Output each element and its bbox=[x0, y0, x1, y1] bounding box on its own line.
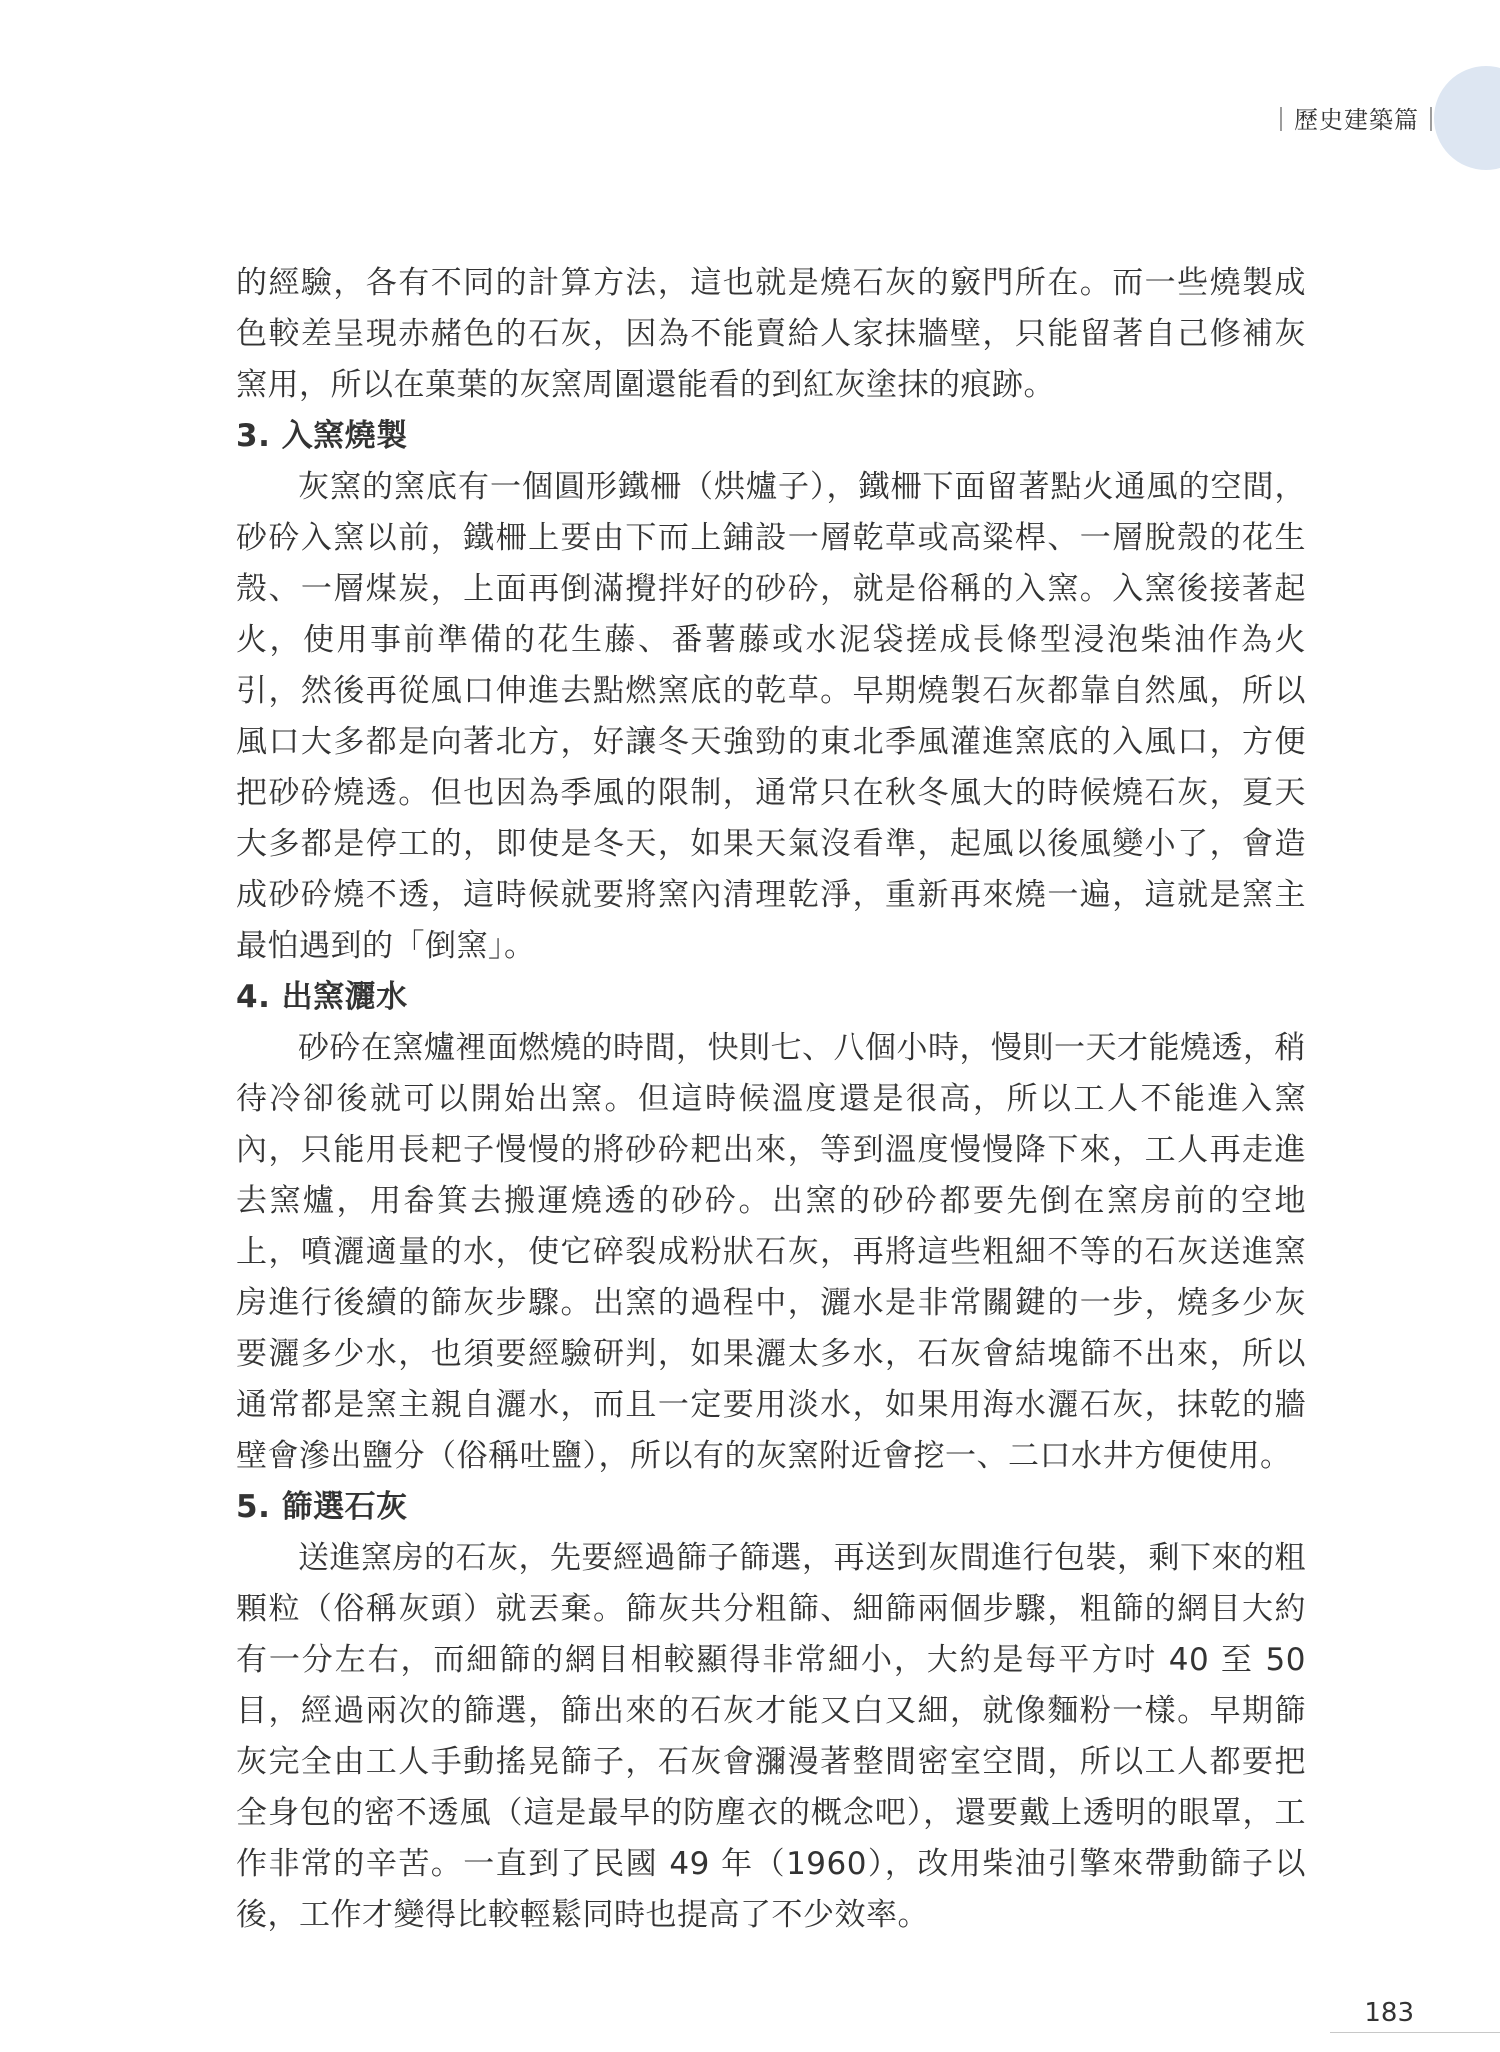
body-text bbox=[236, 258, 1306, 1941]
running-header: ｜歷史建築篇｜ bbox=[1269, 106, 1444, 134]
section-4 bbox=[236, 972, 1306, 1482]
section-paragraph: 砂砛在窯爐裡面燃燒的時間，快則七、八個小時，慢則一天才能燒透，稍待冷卻後就可以開始出窯。但這時候溫度還是很高，所以工人不能進入窯內，只能用長耙子慢慢的將砂砛耙出來，等到溫度慢慢降下來，工人再走進去窯爐，用畚箕去搬運燒透的砂砛。出窯的砂砛都要先倒在窯房前的空地上，噴灑適量的水，使它碎裂成粉狀石灰，再將這些粗細不等的石灰送進窯房進行後續的篩灰步驟。出窯的過程中，灑水是非常關鍵的一步，燒多少灰要灑多少水，也須要經驗研判，如果灑太多水，石灰會結塊篩不出來，所以通常都是窯主親自灑水，而且一定要用淡水，如果用海水灑石灰，抹乾的牆壁會滲出鹽分（俗稱吐鹽），所以有的灰窯附近會挖一、二口水井方便使用。 bbox=[236, 1030, 1306, 1474]
section-3 bbox=[236, 411, 1306, 972]
intro-paragraph: 的經驗，各有不同的計算方法，這也就是燒石灰的竅門所在。而一些燒製成色較差呈現赤赭色的石灰，因為不能賣給人家抹牆壁，只能留著自己修補灰窯用，所以在菓葉的灰窯周圍還能看的到紅灰塗抹的痕跡。 bbox=[236, 265, 1306, 403]
section-heading: 5. 篩選石灰 bbox=[236, 1489, 408, 1525]
page-number: 183 bbox=[1364, 1998, 1414, 2028]
section-5 bbox=[236, 1482, 1306, 1941]
section-paragraph: 送進窯房的石灰，先要經過篩子篩選，再送到灰間進行包裝，剩下來的粗顆粒（俗稱灰頭）就丟棄。篩灰共分粗篩、細篩兩個步驟，粗篩的網目大約有一分左右，而細篩的網目相較顯得非常細小，大約是每平方吋 40 至 50 目，經過兩次的篩選，篩出來的石灰才能又白又細，就像麵粉一樣。早期篩灰完全由工人手動搖晃篩子，石灰會瀰漫著整間密室空間，所以工人都要把全身包的密不透風（這是最早的防塵衣的概念吧），還要戴上透明的眼罩，工作非常的辛苦。一直到了民國 49 年（1960），改用柴油引擎來帶動篩子以後，工作才變得比較輕鬆同時也提高了不少效率。 bbox=[236, 1540, 1306, 1933]
section-paragraph: 灰窯的窯底有一個圓形鐵柵（烘爐子），鐵柵下面留著點火通風的空間，砂砛入窯以前，鐵柵上要由下而上鋪設一層乾草或高粱桿、一層脫殼的花生殼、一層煤炭，上面再倒滿攪拌好的砂砛，就是俗稱的入窯。入窯後接著起火，使用事前準備的花生藤、番薯藤或水泥袋搓成長條型浸泡柴油作為火引，然後再從風口伸進去點燃窯底的乾草。早期燒製石灰都靠自然風，所以風口大多都是向著北方，好讓冬天強勁的東北季風灌進窯底的入風口，方便把砂砛燒透。但也因為季風的限制，通常只在秋冬風大的時候燒石灰，夏天大多都是停工的，即使是冬天，如果天氣沒看準，起風以後風變小了，會造成砂砛燒不透，這時候就要將窯內清理乾淨，重新再來燒一遍，這就是窯主最怕遇到的「倒窯」。 bbox=[236, 469, 1306, 964]
section-heading: 3. 入窯燒製 bbox=[236, 418, 408, 454]
section-heading: 4. 出窯灑水 bbox=[236, 979, 408, 1015]
footer-rule bbox=[1330, 2032, 1500, 2033]
